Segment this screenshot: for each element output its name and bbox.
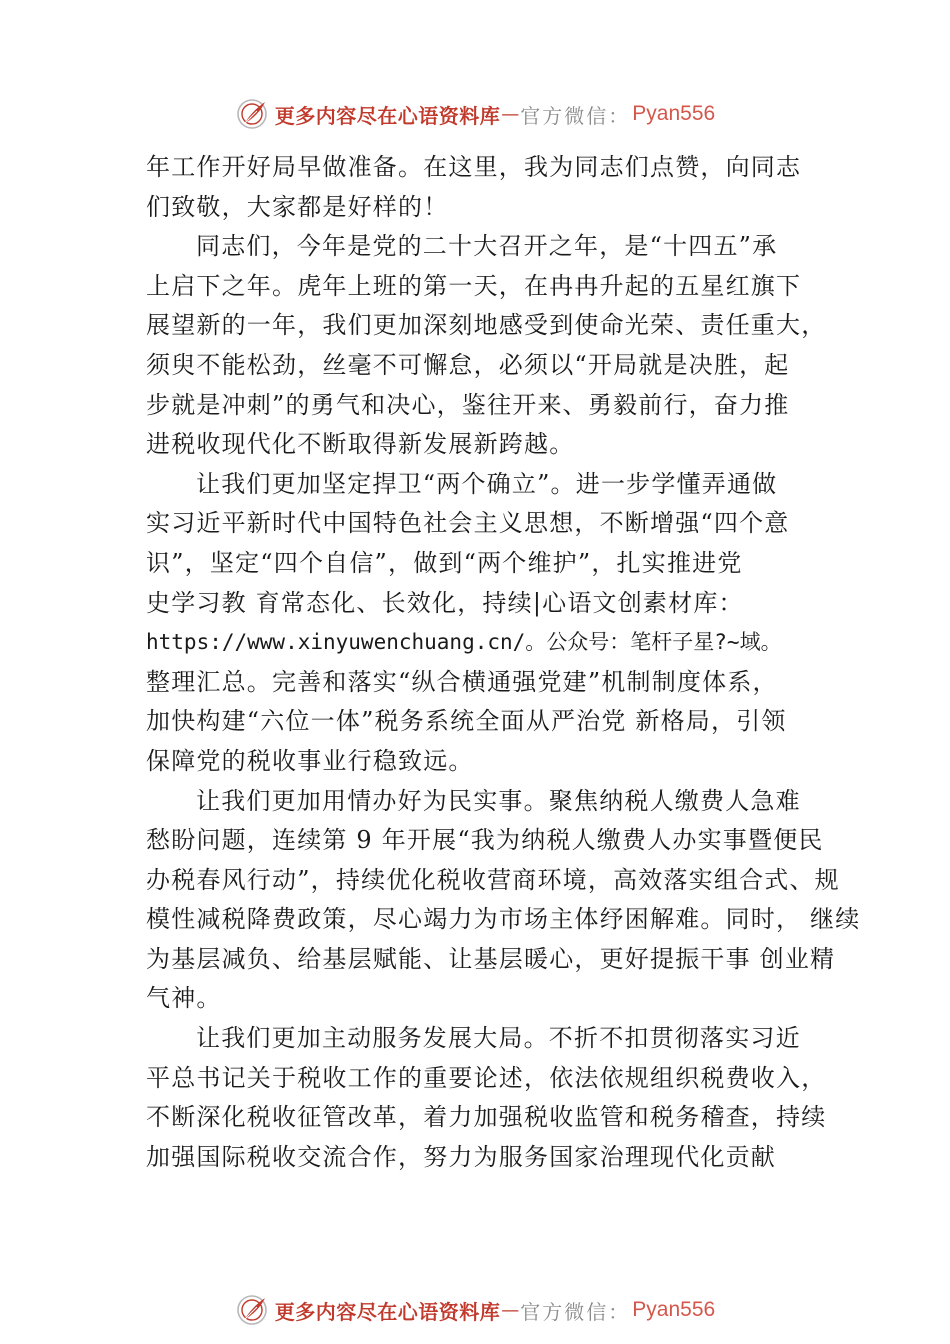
text-line: 进税收现代化不断取得新发展新跨越。 (146, 430, 575, 459)
paragraph-start-line: 让我们更加坚定捍卫“两个确立”。进一步学懂弄通做 (196, 469, 778, 498)
header-brand-text: 更多内容尽在心语资料库 (274, 103, 501, 128)
text-line: 气神。 (146, 984, 222, 1013)
text-line: 上启下之年。虎年上班的第一天，在冉冉升起的五星红旗下 (146, 271, 802, 300)
text-line: 识”，坚定“四个自信”，做到“两个维护”，扎实推进党 (146, 548, 743, 577)
text-line: 加快构建“六位一体”税务系统全面从严治党 新格局，引领 (146, 707, 787, 736)
text-line: 办税春风行动”，持续优化税收营商环境，高效落实组合式、规 (146, 865, 840, 894)
text-line: 整理汇总。完善和落实“纵合横通强党建”机制制度体系， (146, 667, 778, 696)
footer-brand-text: 更多内容尽在心语资料库 (274, 1299, 501, 1324)
text-line: 加强国际税收交流合作，努力为服务国家治理现代化贡献 (146, 1142, 776, 1171)
text-line: 步就是冲刺”的勇气和决心，鉴往开来、勇毅前行，奋力推 (146, 390, 790, 419)
header-wechat-handle: Pyan556 (632, 102, 716, 125)
text-line: 为基层减负、给基层赋能、让基层暖心，更好提振干事 创业精 (146, 944, 836, 973)
paragraph-start-line: 同志们，今年是党的二十大召开之年，是“十四五”承 (196, 232, 778, 261)
quill-pen-logo-icon (235, 97, 269, 131)
footer-watermark (0, 1290, 950, 1330)
footer-wechat-handle: Pyan556 (632, 1298, 716, 1321)
text-line: 保障党的税收事业行稳致远。 (146, 746, 474, 775)
paragraph-start-line: 让我们更加用情办好为民实事。聚焦纳税人缴费人急难 (196, 786, 801, 815)
footer-dash: — (501, 1299, 520, 1321)
header-dash: — (501, 103, 520, 125)
text-line: 不断深化税收征管改革，着力加强税收监管和税务稽查，持续 (146, 1103, 827, 1132)
text-line: 们致敬，大家都是好样的！ (146, 192, 449, 221)
text-line: 愁盼问题，连续第 9 年开展“我为纳税人缴费人办实事暨便民 (146, 826, 824, 855)
text-line: 年工作开好局早做准备。在这里，我为同志们点赞，向同志 (146, 153, 802, 181)
text-line: 实习近平新时代中国特色社会主义思想，不断增强“四个意 (146, 509, 790, 538)
text-line: 须臾不能松劲，丝毫不可懈怠，必须以“开局就是决胜，起 (146, 350, 790, 379)
footer-official-label: 官方微信： (520, 1299, 631, 1324)
text-line: 模性减税降费政策，尽心竭力为市场主体纾困解难。同时， 继续 (146, 905, 861, 934)
url-text-line: https://www.xinyuwenchuang.cn/。公众号：笔杆子星?~域。 (146, 630, 782, 655)
header-watermark (0, 94, 950, 134)
text-line: 平总书记关于税收工作的重要论述，依法依规组织税费收入， (146, 1063, 827, 1092)
document-body (146, 148, 861, 1177)
header-official-label: 官方微信： (520, 103, 631, 128)
paragraph-start-line: 让我们更加主动服务发展大局。不折不扣贯彻落实习近 (196, 1024, 801, 1053)
quill-pen-logo-icon (235, 1293, 269, 1327)
text-line: 史学习教 育常态化、长效化，持续|心语文创素材库： (146, 588, 744, 617)
text-line: 展望新的一年，我们更加深刻地感受到使命光荣、责任重大， (146, 311, 827, 340)
